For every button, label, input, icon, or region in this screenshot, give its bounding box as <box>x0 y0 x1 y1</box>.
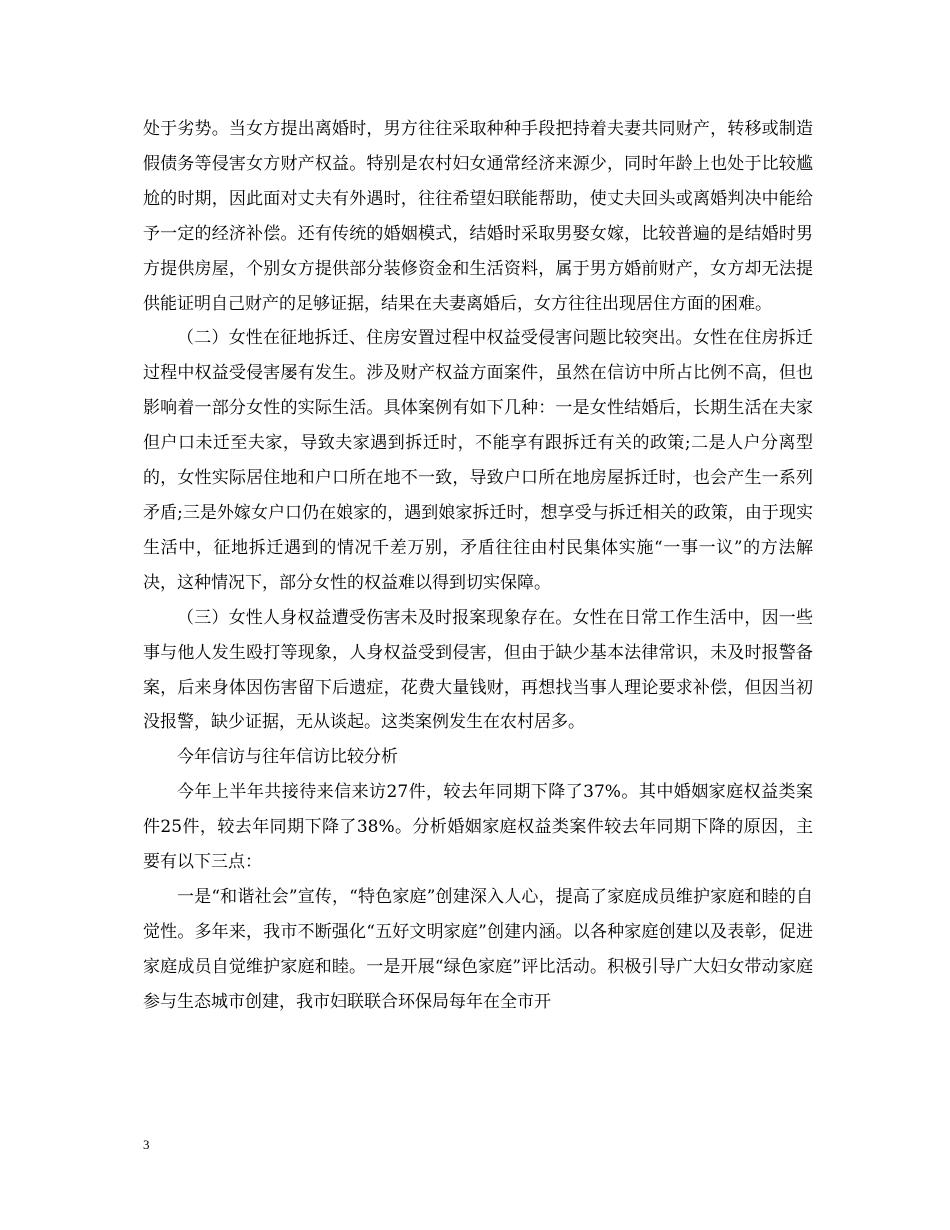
paragraph-reason-one: 一是“和谐社会”宣传，“特色家庭”创建深入人心，提高了家庭成员维护家庭和睦的自觉性。多年来，我市不断强化“五好文明家庭”创建内涵。以各种家庭创建以及表彰，促进家庭成员自觉维护家庭和睦。一是开展“绿色家庭”评比活动。积极引导广大妇女带动家庭参与生态城市创建，我市妇联联合环保局每年在全市开 <box>143 886 813 1012</box>
paragraph-statistics: 今年上半年共接待来信来访27件，较去年同期下降了37%。其中婚姻家庭权益类案件25件，较去年同期下降了38%。分析婚姻家庭权益类案件较去年同期下降的原因，主要有以下三点： <box>143 782 813 873</box>
section-heading-comparison: 今年信访与往年信访比较分析 <box>177 747 398 768</box>
paragraph-section-three: （三）女性人身权益遭受伤害未及时报案现象存在。女性在日常工作生活中，因一些事与他人发生殴打等现象，人身权益受到侵害，但由于缺少基本法律常识，未及时报警备案，后来身体因伤害留下后遗症，花费大量钱财，再想找当事人理论要求补偿，但因当初没报警，缺少证据，无从谈起。这类案例发生在农村居多。 <box>143 607 813 733</box>
page-number: 3 <box>143 1137 150 1152</box>
document-body <box>143 112 813 1020</box>
paragraph-section-two: （二）女性在征地拆迁、住房安置过程中权益受侵害问题比较突出。女性在住房拆迁过程中权益受侵害屡有发生。涉及财产权益方面案件，虽然在信访中所占比例不高，但也影响着一部分女性的实际生活。具体案例有如下几种：一是女性结婚后，长期生活在夫家但户口未迁至夫家，导致夫家遇到拆迁时，不能享有跟拆迁有关的政策;二是人户分离型的，女性实际居住地和户口所在地不一致，导致户口所在地房屋拆迁时，也会产生一系列矛盾;三是外嫁女户口仍在娘家的，遇到娘家拆迁时，想享受与拆迁相关的政策，由于现实生活中，征地拆迁遇到的情况千差万别，矛盾往往由村民集体实施“一事一议”的方法解决，这种情况下，部分女性的权益难以得到切实保障。 <box>143 328 813 593</box>
paragraph-continued: 处于劣势。当女方提出离婚时，男方往往采取种种手段把持着夫妻共同财产，转移或制造假债务等侵害女方财产权益。特别是农村妇女通常经济来源少，同时年龄上也处于比较尴尬的时期，因此面对丈夫有外遇时，往往希望妇联能帮助，使丈夫回头或离婚判决中能给予一定的经济补偿。还有传统的婚姻模式，结婚时采取男娶女嫁，比较普遍的是结婚时男方提供房屋，个别女方提供部分装修资金和生活资料，属于男方婚前财产，女方却无法提供能证明自己财产的足够证据，结果在夫妻离婚后，女方往往出现居住方面的困难。 <box>143 119 813 314</box>
